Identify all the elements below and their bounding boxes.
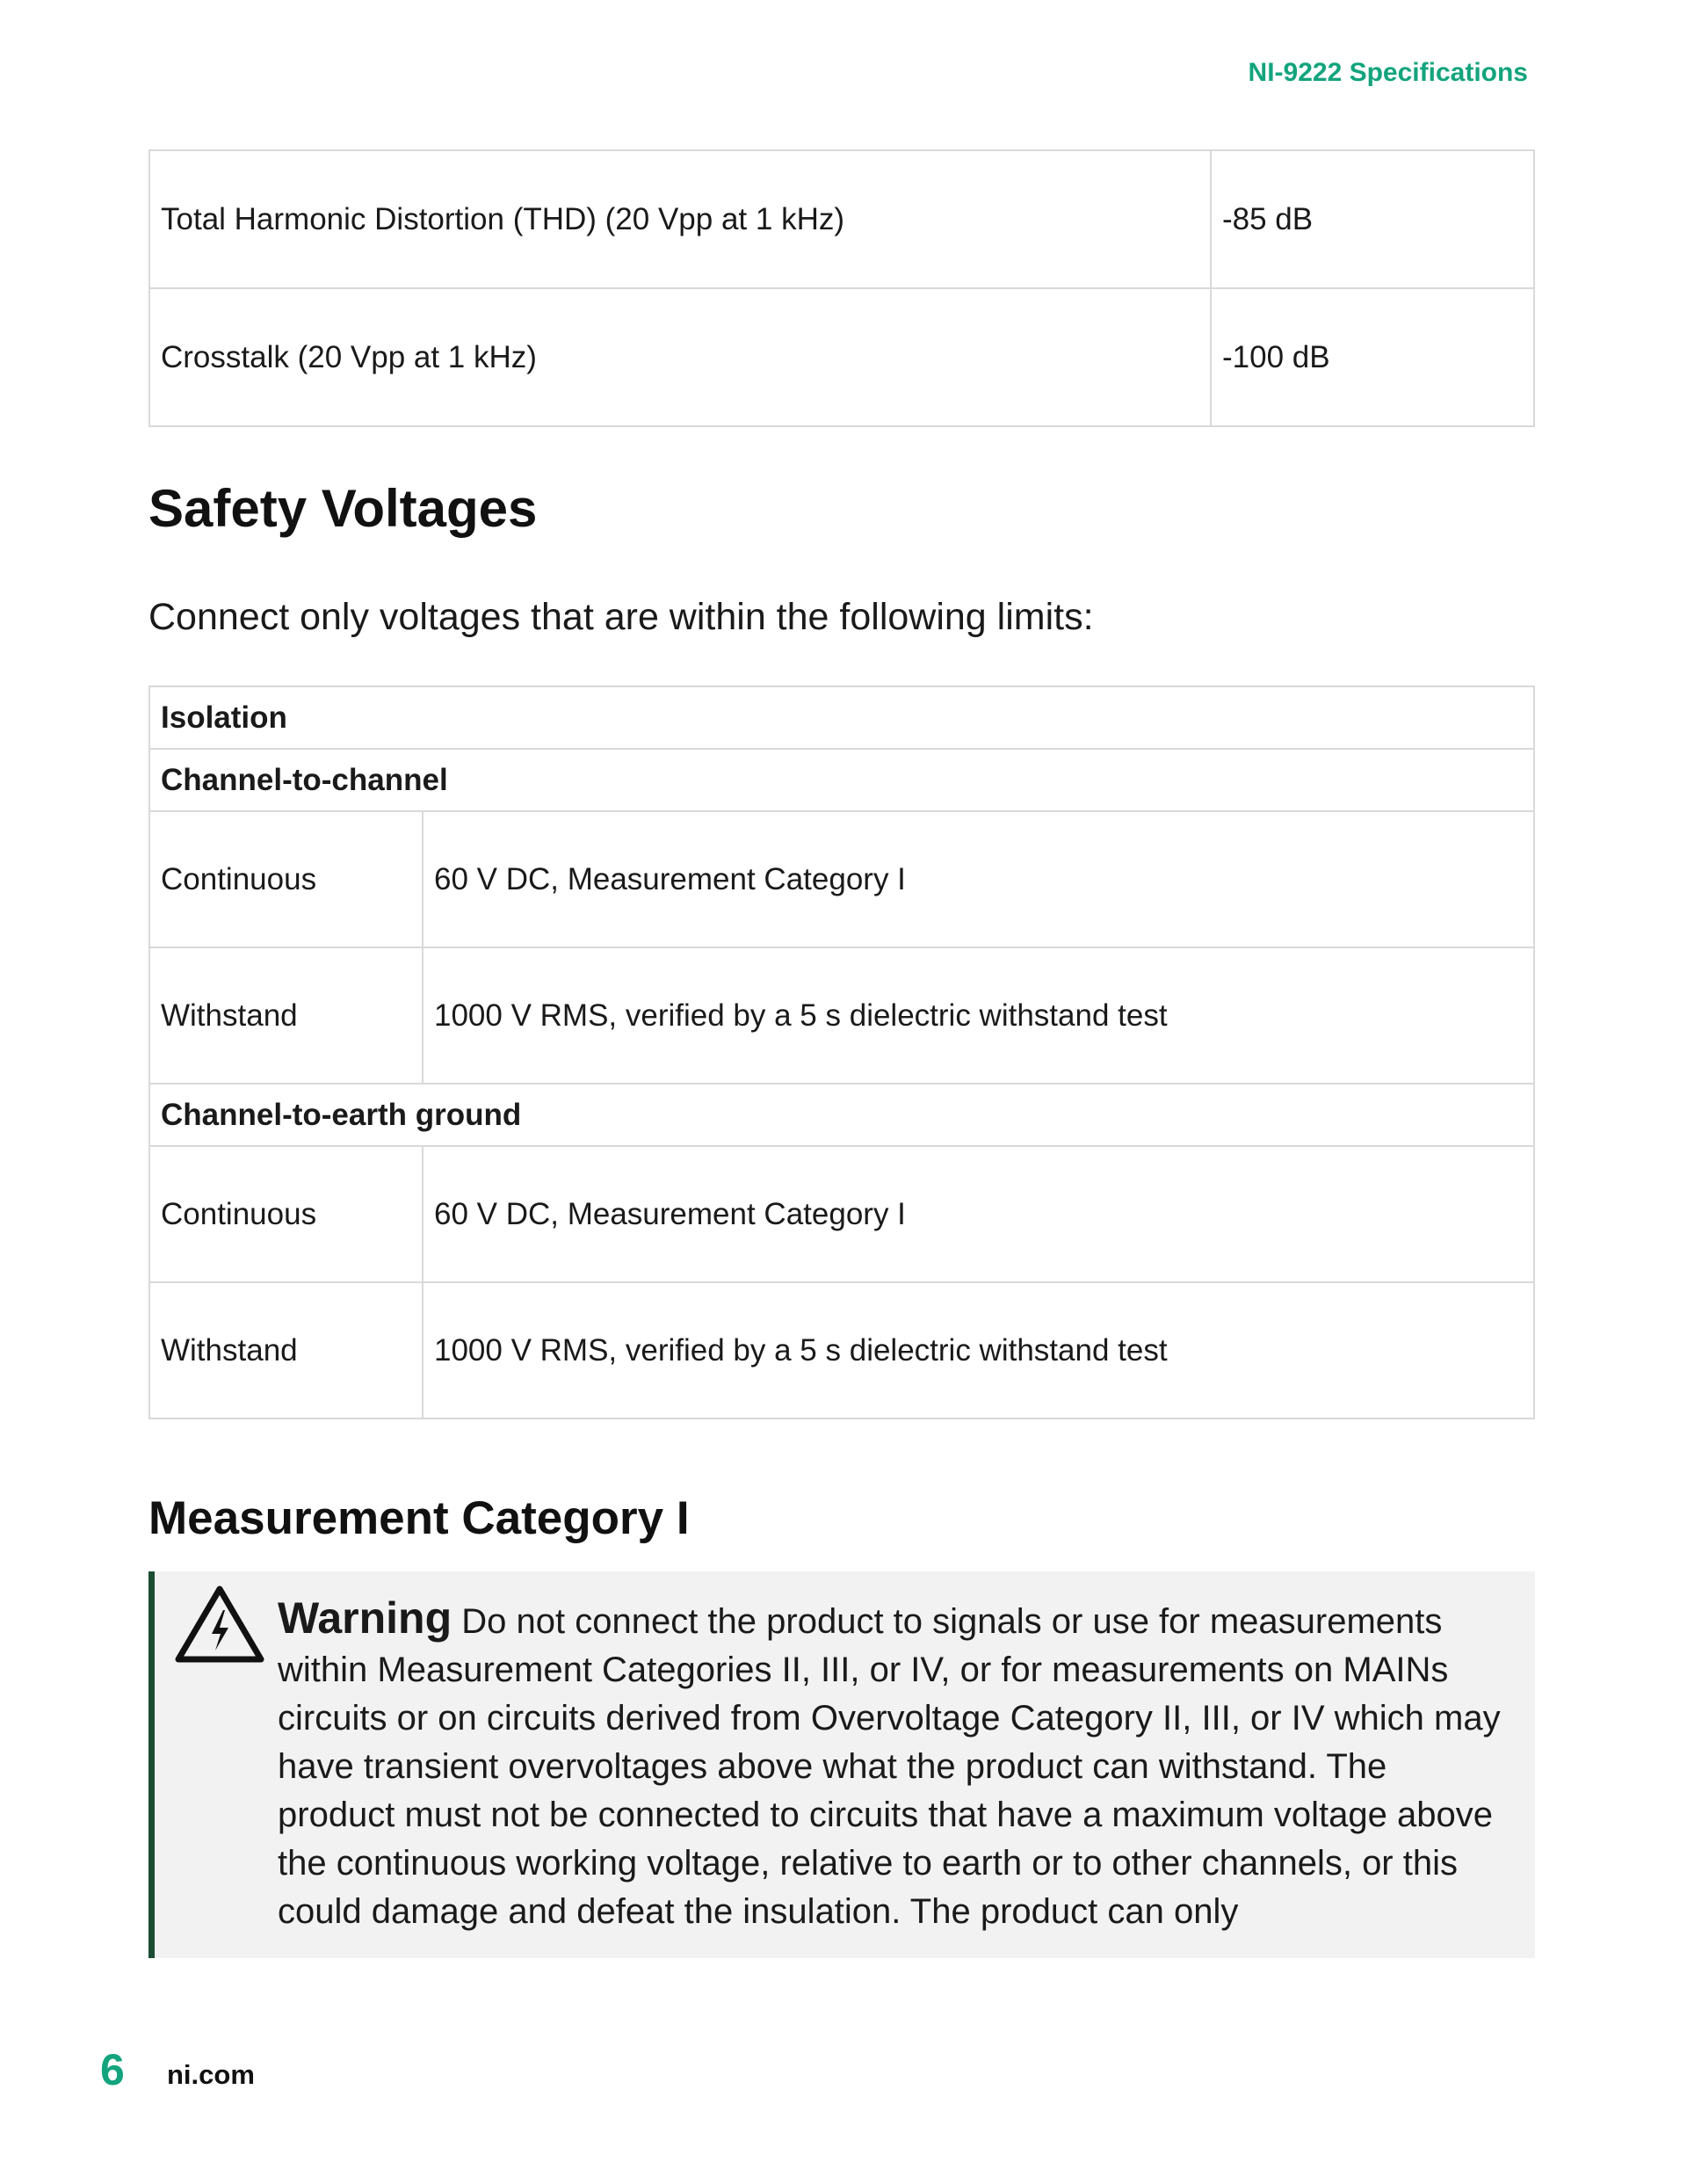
table-row: [149, 1282, 1534, 1419]
channel-to-channel-header: Channel-to-channel: [149, 749, 1534, 811]
spec-label: Crosstalk (20 Vpp at 1 kHz): [149, 288, 1211, 426]
table-row: [149, 811, 1534, 947]
safety-voltages-heading: Safety Voltages: [148, 479, 538, 538]
warning-text-block: [278, 1594, 1508, 1936]
spec-label: Withstand: [149, 1282, 423, 1419]
spec-value: 1000 V RMS, verified by a 5 s dielectric withstand test: [423, 947, 1534, 1084]
safety-intro-text: Connect only voltages that are within the following limits:: [148, 596, 1094, 638]
spec-label: Continuous: [149, 811, 423, 947]
footer-site-link[interactable]: ni.com: [167, 2059, 255, 2090]
channel-to-earth-header: Channel-to-earth ground: [149, 1084, 1534, 1146]
table-row: [149, 1084, 1534, 1146]
running-header-title: NI-9222 Specifications: [1248, 58, 1528, 87]
spec-value: -100 dB: [1211, 288, 1534, 426]
spec-label: Continuous: [149, 1146, 423, 1282]
table-row: [149, 947, 1534, 1084]
safety-voltages-table: [148, 686, 1535, 1419]
table-row: [149, 1146, 1534, 1282]
performance-spec-table: [148, 149, 1535, 427]
high-voltage-warning-icon: [174, 1584, 265, 1665]
spec-value: 60 V DC, Measurement Category I: [423, 1146, 1534, 1282]
table-row: [149, 288, 1534, 426]
spec-value: 60 V DC, Measurement Category I: [423, 811, 1534, 947]
table-row: [149, 686, 1534, 749]
measurement-category-heading: Measurement Category I: [148, 1492, 690, 1544]
warning-label: Warning: [278, 1593, 453, 1643]
warning-callout: [148, 1571, 1535, 1958]
warning-body: Do not connect the product to signals or use for measurements within Measurement Categories II, III, or IV, or for measurements on MAINs circuits or on circuits derived from Overvoltage Category II, III, or IV which may have transient overvoltages above what the product can withstand. The product must not be connected to circuits that have a maximum voltage above the continuous working voltage, relative to earth or to other channels, or this could damage and defeat the insulation. The product can only: [278, 1602, 1501, 1931]
spec-label: Total Harmonic Distortion (THD) (20 Vpp at 1 kHz): [149, 150, 1211, 288]
table-row: [149, 150, 1534, 288]
spec-label: Withstand: [149, 947, 423, 1084]
spec-value: 1000 V RMS, verified by a 5 s dielectric withstand test: [423, 1282, 1534, 1419]
spec-value: -85 dB: [1211, 150, 1534, 288]
isolation-header: Isolation: [149, 686, 1534, 749]
page-number: 6: [100, 2045, 125, 2094]
table-row: [149, 749, 1534, 811]
